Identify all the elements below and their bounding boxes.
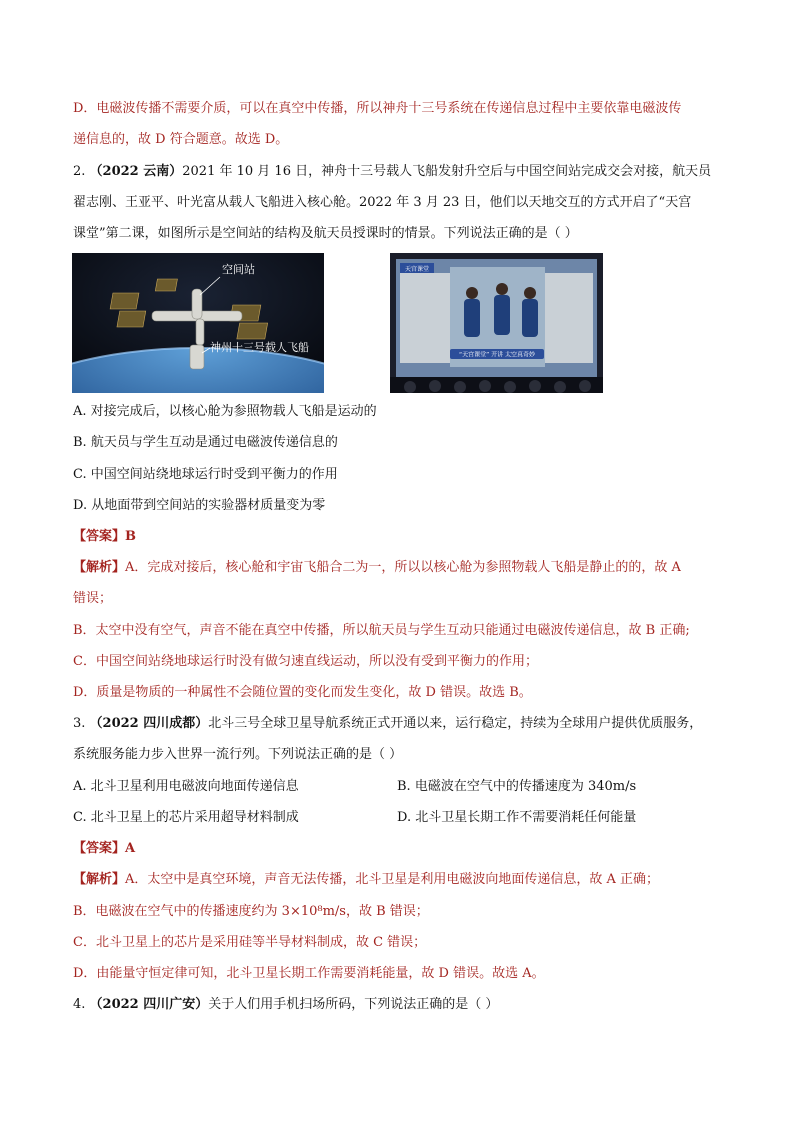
q2-option-a: A. 对接完成后，以核心舱为参照物载人飞船是运动的 xyxy=(73,404,377,419)
q2-explanation-text-1: A．完成对接后，核心舱和宇宙飞船合二为一，所以以核心舱为参照物载人飞船是静止的的，故 A xyxy=(125,560,681,575)
q3-option-c: C. 北斗卫星上的芯片采用超导材料制成 xyxy=(73,810,299,825)
space-station-illustration xyxy=(72,253,324,393)
q3-stem-line-1 xyxy=(73,714,702,734)
q2-source: （2022 云南） xyxy=(89,164,183,179)
shenzhou-13-label: 神州十三号载人飞船 xyxy=(210,341,309,354)
q2-explanation-line-3: C．中国空间站绕地球运行时没有做匀速直线运动，所以没有受到平衡力的作用； xyxy=(73,654,538,669)
q2-answer: 【答案】B xyxy=(73,529,136,544)
q4-source: （2022 四川广安） xyxy=(89,997,209,1012)
q3-answer: 【答案】A xyxy=(73,841,136,856)
q3-number: 3. xyxy=(73,716,86,731)
q1-explanation-line-2: 递信息的，故 D 符合题意。故选 D。 xyxy=(73,132,289,147)
q2-stem-line-2: 翟志刚、王亚平、叶光富从载人飞船进入核心舱。2022 年 3 月 23 日，他们以天地交互的方式开启了“天宫 xyxy=(73,195,692,210)
space-station-figure xyxy=(72,253,324,393)
classroom-logo: 天宫课堂 xyxy=(404,266,430,273)
q2-option-c: C. 中国空间站绕地球运行时受到平衡力的作用 xyxy=(73,467,338,482)
q2-explanation-line-2: B．太空中没有空气，声音不能在真空中传播，所以航天员与学生互动只能通过电磁波传递信息，故 B 正确; xyxy=(73,623,690,638)
classroom-caption: “天宫课堂” 开讲 太空真奇妙 xyxy=(458,351,536,359)
tiangong-classroom-photo xyxy=(390,253,603,393)
q3-option-a: A. 北斗卫星利用电磁波向地面传递信息 xyxy=(73,779,299,794)
q3-stem-line-2: 系统服务能力步入世界一流行列。下列说法正确的是（ ） xyxy=(73,747,403,762)
q3-explanation-line-1 xyxy=(73,870,659,890)
q3-explanation-line-4: D．由能量守恒定律可知，北斗卫星长期工作需要消耗能量，故 D 错误。故选 A。 xyxy=(73,966,545,981)
q2-explanation-line-4: D．质量是物质的一种属性不会随位置的变化而发生变化，故 D 错误。故选 B。 xyxy=(73,685,532,700)
q4-stem-text-1: 关于人们用手机扫场所码，下列说法正确的是（ ） xyxy=(208,997,499,1012)
q3-explanation-line-2: B．电磁波在空气中的传播速度约为 3×10⁸m/s，故 B 错误； xyxy=(73,904,429,919)
q3-explanation-text-1: A．太空中是真空环境，声音无法传播，北斗卫星是利用电磁波向地面传递信息，故 A 正确； xyxy=(125,872,660,887)
q2-stem-line-3: 课堂”第二课，如图所示是空间站的结构及航天员授课时的情景。下列说法正确的是（ ） xyxy=(73,226,578,241)
q2-option-b: B. 航天员与学生互动是通过电磁波传递信息的 xyxy=(73,435,338,450)
tiangong-classroom-figure xyxy=(390,253,603,393)
q2-explanation-line-1b: 错误； xyxy=(73,591,113,606)
q3-source: （2022 四川成都） xyxy=(89,716,209,731)
q4-stem-line-1 xyxy=(73,995,498,1015)
q3-explanation-tag: 【解析】 xyxy=(73,872,126,887)
q2-explanation-line-1 xyxy=(73,558,681,578)
q2-explanation-tag: 【解析】 xyxy=(73,560,126,575)
q3-option-b: B. 电磁波在空气中的传播速度为 340m/s xyxy=(397,779,637,794)
q3-option-d: D. 北斗卫星长期工作不需要消耗任何能量 xyxy=(397,810,637,825)
q2-number: 2. xyxy=(73,164,86,179)
space-station-label: 空间站 xyxy=(222,263,255,276)
q3-explanation-line-3: C．北斗卫星上的芯片是采用硅等半导材料制成，故 C 错误； xyxy=(73,935,427,950)
q2-option-d: D. 从地面带到空间站的实验器材质量变为零 xyxy=(73,498,326,513)
q4-number: 4. xyxy=(73,997,86,1012)
q2-stem-text-1: 2021 年 10 月 16 日，神舟十三号载人飞船发射升空后与中国空间站完成交会对接，航天员 xyxy=(182,164,712,179)
q3-stem-text-1: 北斗三号全球卫星导航系统正式开通以来，运行稳定，持续为全球用户提供优质服务， xyxy=(208,716,703,731)
q1-explanation-line-1: D．电磁波传播不需要介质，可以在真空中传播，所以神舟十三号系统在传递信息过程中主要依靠电磁波传 xyxy=(73,101,682,116)
q2-stem-line-1 xyxy=(73,162,711,182)
